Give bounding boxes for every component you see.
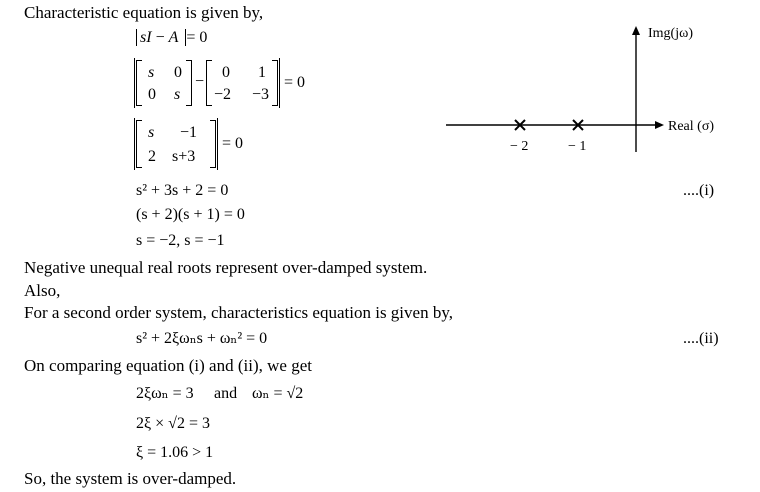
minus-sign: −	[195, 73, 205, 90]
pole-tick-label: − 2	[510, 139, 529, 154]
real-axis-label: Real (σ)	[668, 119, 715, 134]
compare-and: and	[214, 385, 238, 402]
matrix-cell: 0	[222, 64, 230, 81]
intro-text: Characteristic equation is given by,	[24, 3, 264, 22]
polynomial-equation: s² + 3s + 2 = 0	[136, 182, 229, 199]
matrix-cell: s	[148, 64, 155, 81]
factored-equation: (s + 2)(s + 1) = 0	[136, 206, 245, 223]
matrix-A	[206, 60, 278, 106]
second-order-equation: s² + 2ξωₙs + ωₙ² = 0	[136, 330, 268, 347]
xi-equation: 2ξ × √2 = 3	[136, 415, 210, 432]
imag-axis-label: Img(jω)	[648, 26, 693, 41]
compare-equation-a: 2ξωₙ = 3	[136, 385, 194, 402]
matrix-cell: 2	[148, 148, 156, 165]
also-text: Also,	[24, 281, 61, 300]
roots-equation: s = −2, s = −1	[136, 232, 225, 249]
xi-value: ξ = 1.06 > 1	[136, 444, 214, 461]
real-axis-arrow	[655, 121, 664, 129]
matrix-cell: −1	[180, 124, 198, 141]
final-conclusion: So, the system is over-damped.	[24, 469, 237, 488]
matrix-cell: s+3	[172, 148, 196, 165]
pole-tick-label: − 1	[568, 139, 587, 154]
pole-marker	[515, 120, 525, 130]
second-order-text: For a second order system, characteristics equation is given by,	[24, 303, 453, 322]
comparing-text: On comparing equation (i) and (ii), we get	[24, 356, 312, 375]
determinant-equation: sI − A = 0	[136, 28, 207, 48]
equation-tag-i: ....(i)	[683, 182, 715, 199]
equation-tag-ii: ....(ii)	[683, 330, 719, 347]
equals-zero: = 0	[284, 74, 306, 91]
compare-equation-b: ωₙ = √2	[252, 385, 304, 402]
matrix-cell: s	[174, 86, 181, 103]
matrix-cell: 1	[258, 64, 266, 81]
matrix-sI	[136, 60, 192, 106]
matrix-cell: 0	[148, 86, 156, 103]
matrix-sI-minus-A	[136, 120, 216, 168]
equals-zero: = 0	[222, 135, 244, 152]
imag-axis-arrow	[632, 26, 640, 35]
matrix-cell: −3	[252, 86, 270, 103]
matrix-cell: −2	[214, 86, 232, 103]
pole-marker	[573, 120, 583, 130]
matrix-cell: 0	[174, 64, 182, 81]
matrix-cell: s	[148, 124, 155, 141]
roots-conclusion: Negative unequal real roots represent over-damped system.	[24, 258, 428, 277]
